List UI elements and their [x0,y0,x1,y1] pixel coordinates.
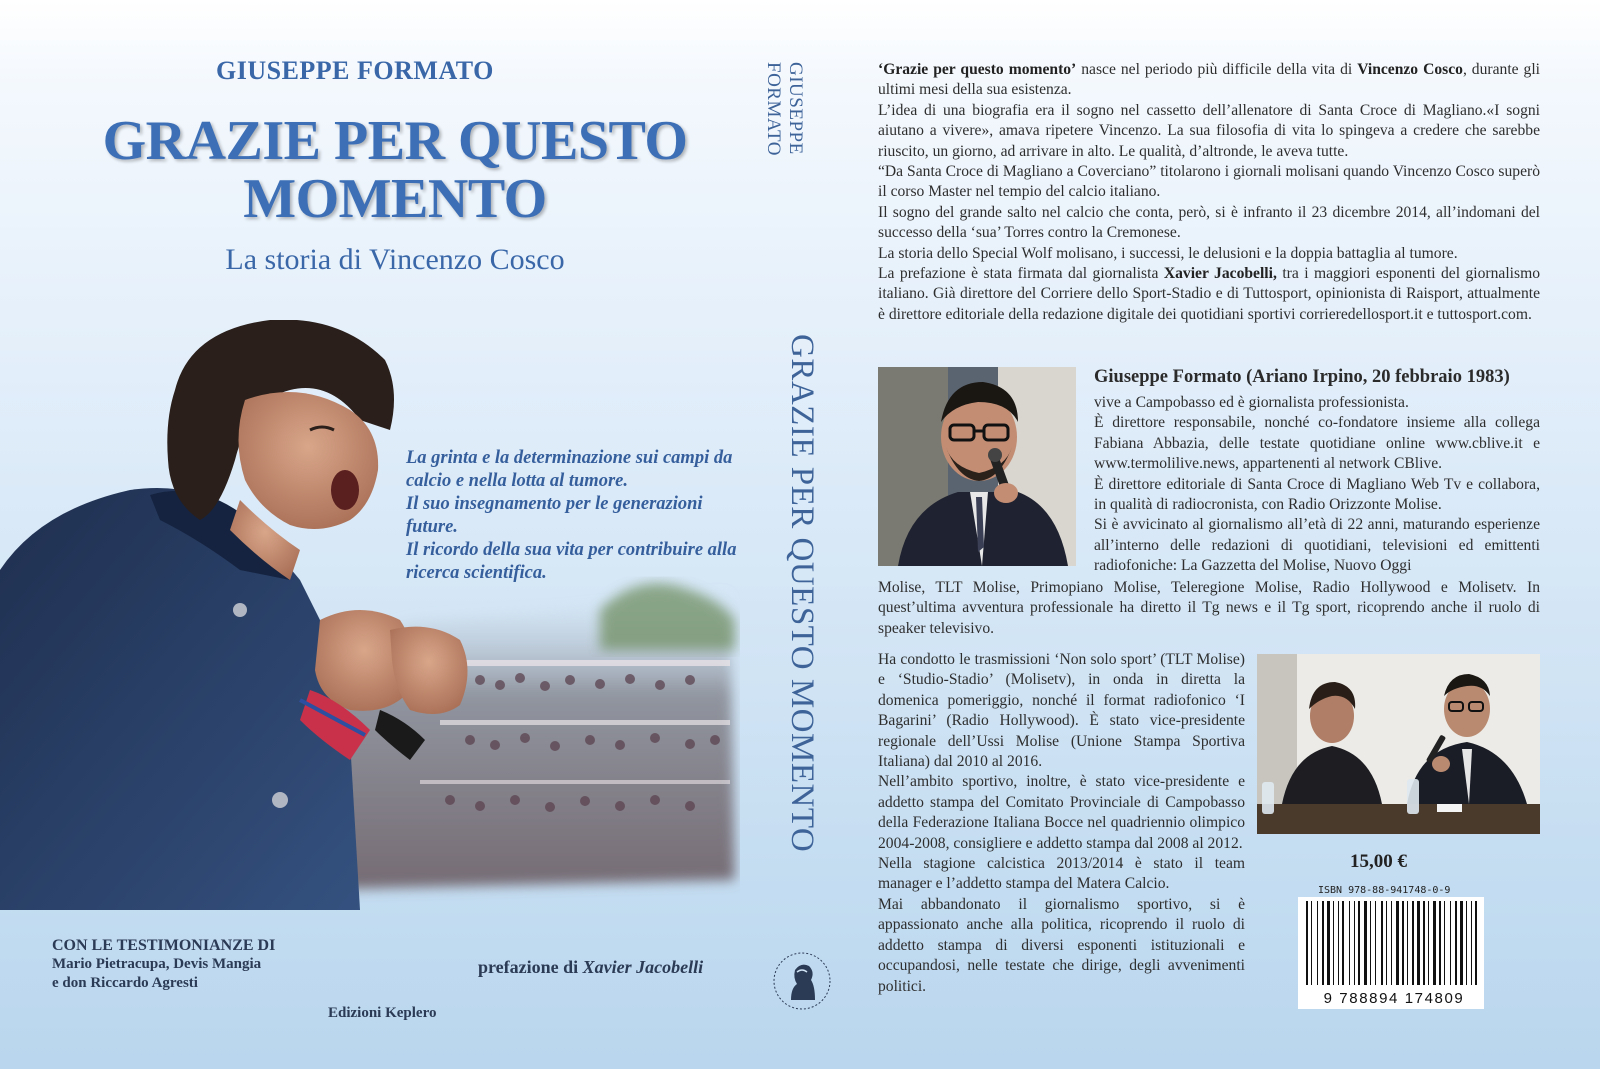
barcode-bar [1428,901,1429,985]
barcode-digits: 9 788894 174809 [1323,990,1465,1007]
barcode-bar [1391,901,1392,985]
interview-photo [1257,654,1540,834]
barcode-bar [1342,901,1344,985]
barcode-bar [1412,901,1414,985]
quote-line-3: Il ricordo della sua vita per contribuire alla ricerca scientifica. [406,540,737,583]
preface-prefix: prefazione di [478,957,583,977]
book-subtitle: La storia di Vincenzo Cosco [225,243,565,276]
barcode-bar [1444,901,1445,985]
book-title-line2: MOMENTO [243,168,547,230]
testimonies-names-2: e don Riccardo Agresti [52,975,198,991]
barcode-bar [1455,901,1457,985]
testimonies-heading: CON LE TESTIMONIANZE DI [52,937,276,954]
spine-author: GIUSEPPE FORMATO [763,62,806,156]
barcode-bar [1460,901,1463,985]
front-cover [0,0,750,1069]
barcode-bar [1322,901,1324,985]
intro-paragraph-1: ‘Grazie per questo momento’ nasce nel periodo più difficile della vita di Vincenzo Cosco, durante gli ultimi mesi della sua esistenza. [878,61,1541,99]
barcode-bar [1333,901,1334,985]
barcode-bar [1402,901,1404,985]
barcode-bar [1386,901,1387,985]
publisher-logo-icon [771,950,833,1012]
author-bio-part3 [878,650,1245,997]
barcode-bar [1317,901,1318,985]
barcode-bar [1354,901,1355,985]
author-portrait-photo [878,367,1076,566]
barcode-bar [1396,901,1399,985]
barcode-bar [1417,901,1420,985]
intro-subject-name: Vincenzo Cosco [1357,61,1463,78]
barcode-bar [1433,901,1436,985]
barcode-bar [1306,901,1308,985]
publisher-name: Edizioni Keplero [328,1005,437,1021]
coach-shouting-photo [0,320,740,910]
isbn-label: ISBN 978-88-941748-0-9 [1318,885,1451,896]
barcode-bar [1439,901,1441,985]
barcode-bar [1450,901,1451,985]
testimonies-names-1: Mario Pietracupa, Devis Mangia [52,956,262,972]
barcode-bar [1364,901,1367,985]
intro-paragraph-4: Il sogno del grande salto nel calcio che conta, però, si è infranto il 23 dicembre 2014, all’indomani del successo della ‘sua’ Torres contro la Cremonese. [878,203,1540,242]
quote-line-1: La grinta e la determinazione sui campi da calcio e nella lotta al tumore. [406,448,733,491]
bio-paragraph-5: Molise, TLT Molise, Primopiano Molise, Teleregione Molise, Radio Hollywood e Molisetv. In quest’ultima avventura professionale ha diretto il Tg news e il Tg sport, ricoprendo anche il ruolo di speaker televisivo. [878,579,1540,637]
barcode-bar [1407,901,1408,985]
barcode-bar [1475,901,1477,985]
bio-paragraph-1: vive a Campobasso ed è giornalista professionista. [1094,394,1409,411]
intro-paragraph-6: La prefazione è stata firmata dal giornalista Xavier Jacobelli, tra i maggiori esponenti del giornalismo italiano. Già direttore del Corriere dello Sport-Stadio e di Tuttosport, opinionista di Raisport, attualmente è direttore editoriale della redazione digitale dei quotidiani sportivi corrieredellosport.it e tuttosport.com. [878,265,1540,323]
preface-credit [478,957,748,978]
barcode-bar [1471,901,1472,985]
intro-paragraph-5: La storia dello Special Wolf molisano, i successi, le delusioni e la doppia battaglia al tumore. [878,244,1458,262]
intro-book-title: ‘Grazie per questo momento’ [878,61,1077,78]
author-bio-part1 [1094,393,1540,577]
barcode-bars-icon [1298,897,1484,989]
bio-paragraph-7: Nell’ambito sportivo, inoltre, è stato vice-presidente e addetto stampa del Comitato Provinciale di Campobasso della Federazione Italiana Bocce nel quadriennio olimpico 2004-2008, consigliere e addetto stampa dal 2008 al 2012. [878,773,1245,852]
barcode-bar [1358,901,1360,985]
author-bio-part2 [878,578,1540,639]
bio-paragraph-2: È direttore responsabile, nonché co-fondatore insieme alla collega Fabiana Abbazia, delle testate quotidiane online www.cblive.it e www.termolilive.news, appartenenti al network CBlive. [1094,414,1540,473]
barcode-bar [1381,901,1383,985]
cover-quote [406,447,746,585]
spine-title: GRAZIE PER QUESTO MOMENTO [784,334,820,853]
intro-paragraph-2: L’idea di una biografia era il sogno nel cassetto dell’allenatore di Santa Croce di Magliano.«I sogni aiutano a vivere», amava ripetere Vincenzo. La sua filosofia di vita lo spingeva a credere che sarebbe riuscito, un giorno, ad arrivare in alto. Le qualità, d’altronde, le aveva tutte. [878,101,1540,160]
back-intro [878,60,1540,325]
book-title-line1: GRAZIE PER QUESTO [102,110,688,172]
price-tag: 15,00 € [1350,851,1407,872]
front-author: GIUSEPPE FORMATO [216,56,494,85]
intro-paragraph-3: “Da Santa Croce di Magliano a Coverciano” titolarono i giornali molisani quando Vincenzo Cosco superò il corso Master nel tempio del calcio italiano. [878,163,1540,201]
barcode-bar [1423,901,1425,985]
author-bio-heading: Giuseppe Formato (Ariano Irpino, 20 febbraio 1983) [1094,367,1510,387]
bio-paragraph-4: Si è avvicinato al giornalismo all’età di 22 anni, maturando esperienze all’interno delle redazioni di quotidiani, televisioni ed emittenti radiofoniche: La Gazzetta del Molise, Nuovo Oggi [1094,516,1540,575]
quote-line-2: Il suo insegnamento per le generazioni future. [406,494,703,537]
barcode-bar [1349,901,1350,985]
testimonies-block [52,936,352,993]
barcode-bar [1327,901,1330,985]
preface-author: Xavier Jacobelli [582,957,704,977]
bio-paragraph-3: È direttore editoriale di Santa Croce di Magliano Web Tv e collabora, in qualità di radiocronista, con Radio Orizzonte Molise. [1094,475,1540,514]
barcode-bar [1375,901,1376,985]
bio-paragraph-8: Nella stagione calcistica 2013/2014 è stato il team manager e l’addetto stampa del Matera Calcio. [878,855,1245,893]
book-title [60,112,730,228]
bio-paragraph-6: Ha condotto le trasmissioni ‘Non solo sport’ (TLT Molise) e ‘Studio-Stadio’ (Molisetv), in onda in diretta la domenica pomeriggio, nonché il format radiofonico ‘I Bagarini’ (Radio Hollywood). È stato vice-presidente regionale dell’Ussi Molise (Unione Stampa Sportiva Italiana) dal 2010 al 2016. [878,651,1245,771]
barcode-bar [1338,901,1339,985]
bio-paragraph-9: Mai abbandonato il giornalismo sportivo, si è appassionato anche alla politica, ricoprendo il ruolo di addetto stampa di diversi esponenti istituzionali e occupandosi, nelle testate che dirige, degli avvenimenti politici. [878,895,1245,995]
barcode-bar [1466,901,1467,985]
preface-author-mention: Xavier Jacobelli, [1163,265,1277,283]
barcode-bar [1311,901,1312,985]
barcode-bar [1370,901,1371,985]
